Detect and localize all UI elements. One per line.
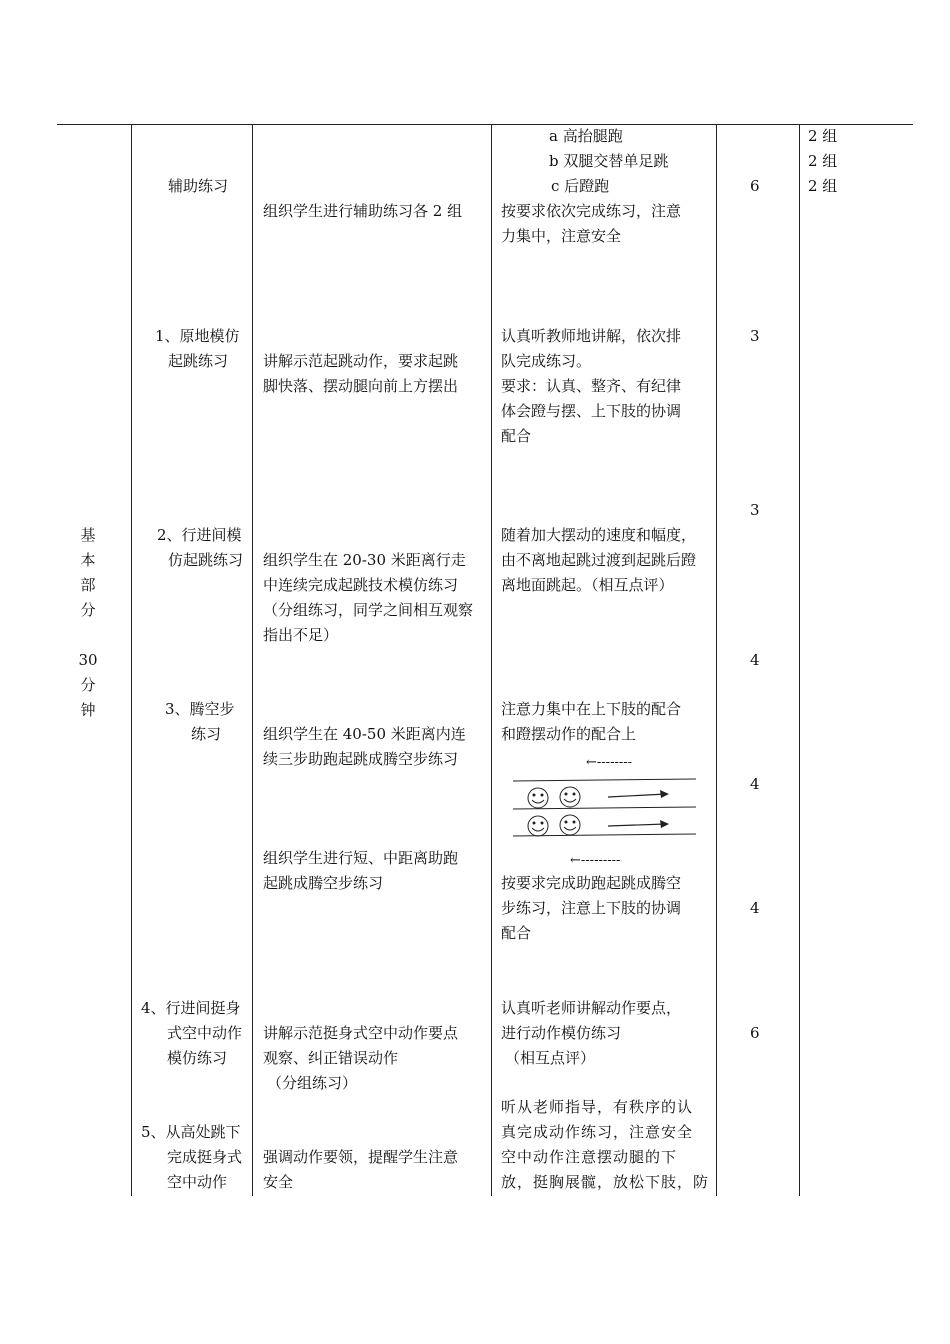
- row-teacher: 组织学生进行辅助练习各 2 组: [263, 202, 463, 220]
- row-count: 4: [750, 899, 760, 917]
- section-char: 本: [80, 551, 96, 569]
- section-label: [78, 523, 98, 723]
- row-teacher: 组织学生在 20-30 米距离行走 中连续完成起跳技术模仿练习 （分组练习，同学之间相互观察 指出不足）: [263, 551, 474, 644]
- smiley-icon: [528, 816, 548, 836]
- section-char: 分: [80, 601, 96, 619]
- row-student: 听从老师指导，有秩序的认 真完成动作练习，注意安全 空中动作注意摆动腿的下 放，挺胸展髋，放松下肢，防: [501, 1098, 710, 1191]
- row-teacher: 强调动作要领，提醒学生注意 安全: [263, 1148, 459, 1191]
- row-count: 4: [750, 775, 760, 793]
- row-student: 随着加大摆动的速度和幅度， 由不离地起跳过渡到起跳后蹬 离地面跳起。（相互点评）: [501, 526, 697, 594]
- column-divider-5: [799, 124, 800, 1196]
- row-student: 按要求依次完成练习，注意 力集中，注意安全: [501, 202, 682, 245]
- arrow-right-icon: [608, 790, 669, 798]
- row-count: 6: [750, 1024, 760, 1042]
- column-divider-2: [252, 124, 253, 1196]
- table-top-border: [57, 124, 913, 125]
- smiley-icon: [528, 788, 548, 808]
- row-teacher: 组织学生在 40-50 米距离内连 续三步助跑起跳成腾空步练习: [263, 725, 466, 768]
- row-teacher: 讲解示范起跳动作，要求起跳 脚快落、摆动腿向前上方摆出: [263, 352, 459, 395]
- lane-line: [513, 779, 696, 781]
- row-content: 5、从高处跳下 完成挺身式 空中动作: [141, 1123, 243, 1191]
- diagram-bottom-arrow: ←---------: [570, 853, 621, 868]
- row-content: 4、行进间挺身 式空中动作 模仿练习: [141, 999, 243, 1067]
- student-item: b 双腿交替单足跳: [549, 152, 669, 170]
- section-unit-char: 分: [80, 676, 96, 694]
- column-divider-3: [491, 124, 492, 1196]
- smiley-icon: [560, 815, 580, 835]
- row-count: 6: [750, 177, 760, 195]
- smiley-icon: [560, 787, 580, 807]
- row-count: 3: [750, 501, 760, 519]
- row-student-items: [549, 124, 668, 199]
- diagram-top-arrow: ←--------: [586, 755, 633, 770]
- row-teacher: 讲解示范挺身式空中动作要点 观察、纠正错误动作 （分组练习）: [263, 1024, 459, 1092]
- row-count: 3: [750, 327, 760, 345]
- section-char: 基: [80, 526, 96, 544]
- student-item: a 高抬腿跑: [549, 127, 623, 145]
- row-content: 1、原地模仿 起跳练习: [155, 327, 240, 370]
- row-content: 2、行进间模 仿起跳练习: [157, 526, 244, 569]
- row-count: 4: [750, 651, 760, 669]
- running-lane-diagram: [508, 772, 704, 842]
- row-student: 认真听老师讲解动作要点， 进行动作模仿练习 （相互点评）: [501, 999, 682, 1067]
- column-divider-1: [131, 124, 132, 1196]
- row-groups: 2 组 2 组 2 组: [808, 127, 838, 195]
- section-unit-char: 钟: [80, 701, 96, 719]
- row-content: 辅助练习: [168, 177, 229, 195]
- section-char: 部: [80, 576, 96, 594]
- row-teacher: 组织学生进行短、中距离助跑 起跳成腾空步练习: [263, 849, 459, 892]
- row-content: 3、腾空步 练习: [165, 700, 235, 743]
- column-divider-4: [716, 124, 717, 1196]
- row-student: 认真听教师地讲解，依次排 队完成练习。 要求：认真、整齐、有纪律 体会蹬与摆、上下肢的协调 配合: [501, 327, 682, 445]
- row-student: 注意力集中在上下肢的配合 和蹬摆动作的配合上: [501, 700, 682, 743]
- arrow-right-icon: [608, 820, 669, 828]
- row-student: 按要求完成助跑起跳成腾空 步练习，注意上下肢的协调 配合: [501, 874, 682, 942]
- student-item: c 后蹬跑: [551, 177, 610, 195]
- section-minutes: 30: [78, 651, 98, 669]
